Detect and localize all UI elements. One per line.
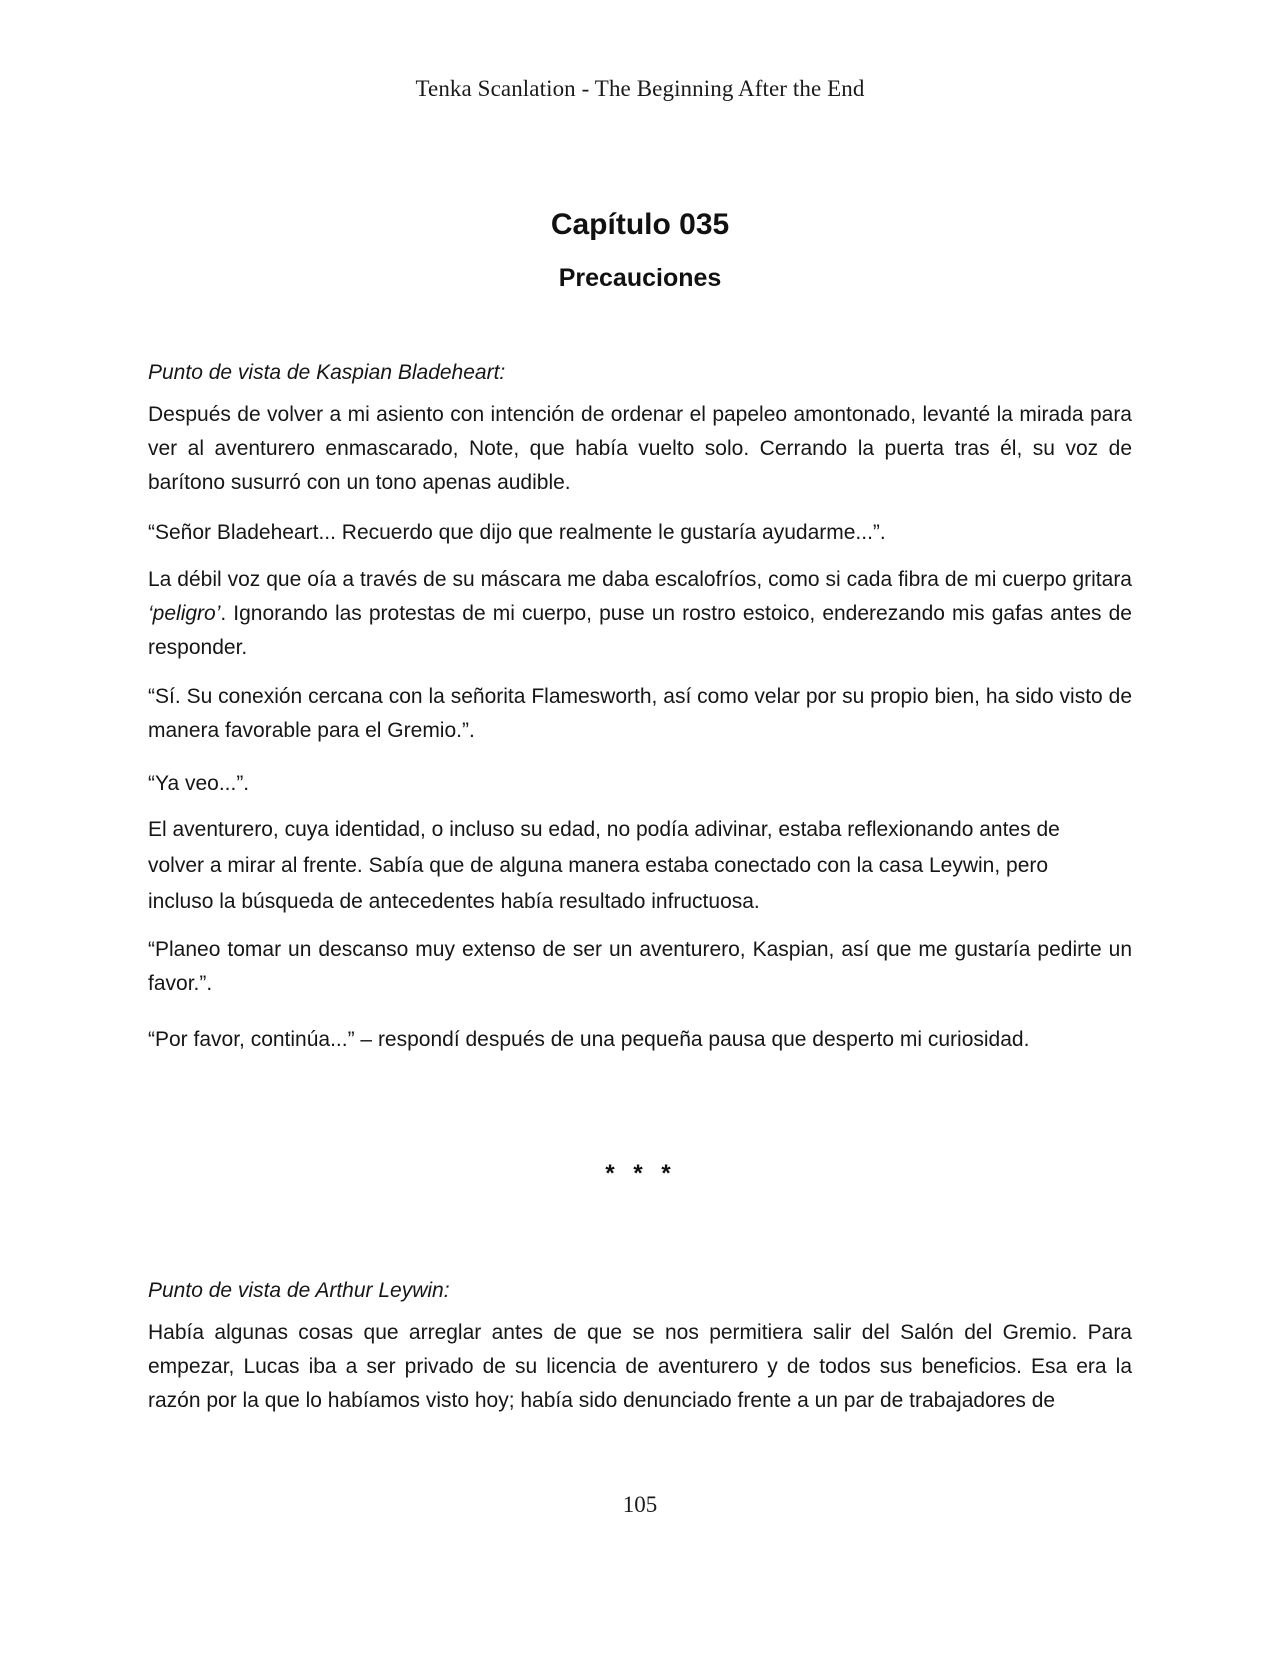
chapter-subtitle: Precauciones <box>558 264 722 292</box>
paragraph: El aventurero, cuya identidad, o incluso su edad, no podía adivinar, estaba reflexionando antes de volver a mirar al frente. Sabía que de alguna manera estaba conectado con la casa Leywin, pero incluso la búsqueda de antecedentes había resultado infructuosa. <box>148 818 1060 913</box>
chapter-title: Capítulo 035 <box>550 208 730 241</box>
pov-heading-kaspian: Punto de vista de Kaspian Bladeheart: <box>148 361 506 384</box>
pov-heading-arthur: Punto de vista de Arthur Leywin: <box>148 1279 450 1302</box>
dialogue-paragraph: “Sí. Su conexión cercana con la señorita Flamesworth, así como velar por su propio bien, ha sido visto de manera favorable para el Gremio.”. <box>148 685 1132 742</box>
dialogue-paragraph: “Planeo tomar un descanso muy extenso de ser un aventurero, Kaspian, así que me gustaría pedirte un favor.”. <box>148 938 1132 995</box>
page-number: 105 <box>622 1492 658 1517</box>
paragraph-text: . Ignorando las protestas de mi cuerpo, puse un rostro estoico, enderezando mis gafas antes de responder. <box>148 602 1132 659</box>
emphasized-word: ‘peligro’ <box>148 602 221 625</box>
paragraph-text: La débil voz que oía a través de su máscara me daba escalofríos, como si cada fibra de mi cuerpo gritara <box>148 568 1132 591</box>
dialogue-paragraph: “Señor Bladeheart... Recuerdo que dijo que realmente le gustaría ayudarme...”. <box>148 521 886 544</box>
scene-separator: * * * <box>604 1160 676 1187</box>
running-header: Tenka Scanlation - The Beginning After the End <box>415 76 865 101</box>
dialogue-paragraph: “Ya veo...”. <box>148 772 250 795</box>
paragraph <box>148 563 1132 665</box>
paragraph: Después de volver a mi asiento con intención de ordenar el papeleo amontonado, levanté la mirada para ver al aventurero enmascarado, Note, que había vuelto solo. Cerrando la puerta tras él, su voz de barítono susurró con un tono apenas audible. <box>148 403 1132 494</box>
dialogue-paragraph: “Por favor, continúa...” – respondí después de una pequeña pausa que desperto mi curiosidad. <box>148 1028 1030 1051</box>
paragraph: Había algunas cosas que arreglar antes de que se nos permitiera salir del Salón del Gremio. Para empezar, Lucas iba a ser privado de su licencia de aventurero y de todos sus beneficios. Esa era la razón por la que lo habíamos visto hoy; había sido denunciado frente a un par de trabajadores de <box>148 1321 1132 1412</box>
